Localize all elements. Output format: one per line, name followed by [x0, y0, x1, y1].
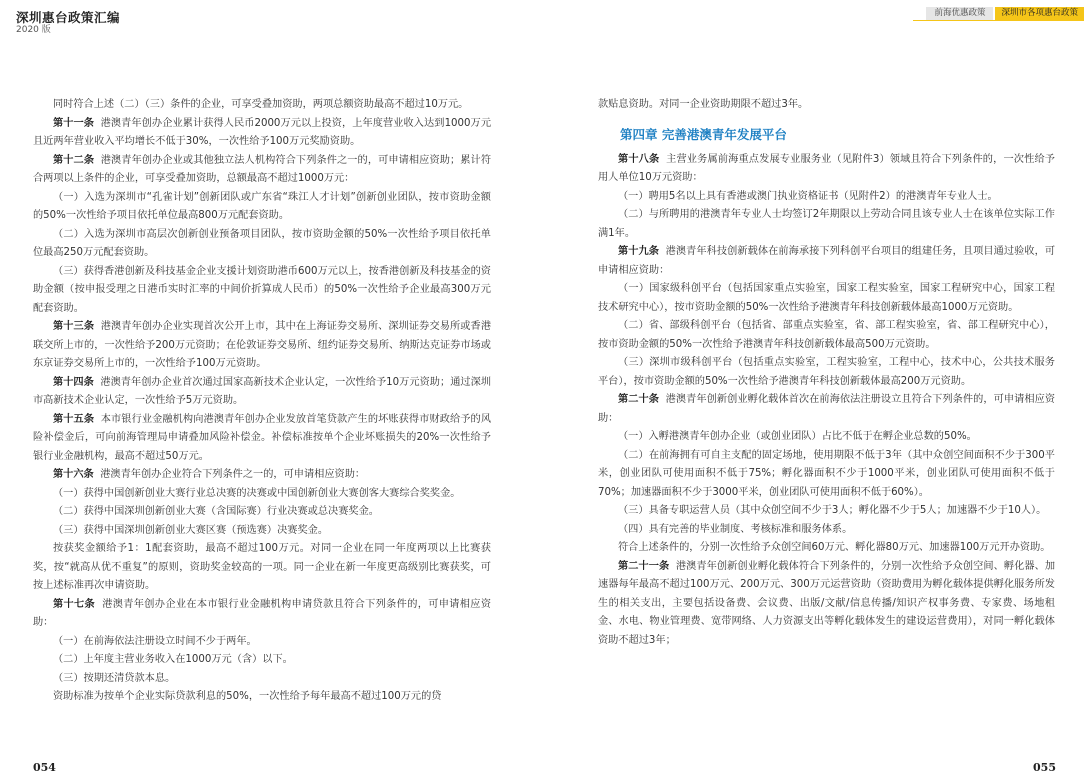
paragraph-text: （三）按期还清贷款本息。 — [53, 672, 176, 684]
body-paragraph — [33, 226, 491, 263]
paragraph-text: （二）省、部级科创平台（包括省、部重点实验室，省、部工程实验室，省、部工程研究中心），按市资助金额的50%一次性给予港澳青年科技创新载体最高500万元资助。 — [598, 320, 1055, 350]
article-paragraph — [33, 115, 491, 152]
article-number: 第十九条 — [618, 246, 659, 257]
body-paragraph — [598, 354, 1055, 391]
paragraph-text: （一）聘用5名以上具有香港或澳门执业资格证书（见附件2）的港澳青年专业人士。 — [618, 190, 998, 202]
article-number: 第十五条 — [53, 413, 95, 425]
paragraph-text: 按获奖金额给予1：1配套资助，最高不超过100万元。对同一企业在同一年度两项以上比赛获奖，按“就高从优不重复”的原则，资助奖金较高的一项。同一企业在新一年度更高级别比赛获奖，可按上述标准再次申请资助。 — [33, 543, 491, 591]
body-paragraph — [598, 539, 1055, 558]
body-paragraph — [33, 540, 491, 596]
paragraph-text: （三）获得香港创新及科技基金企业支援计划资助港币600万元以上，按香港创新及科技基金的资助金额（按申报受理之日港币实时汇率的中间价折算成人民币）的50%一次性给予企业最高300万元配套资助。 — [33, 265, 491, 314]
section-tab-qianhai[interactable]: 前海优惠政策 — [926, 7, 993, 20]
article-number: 第十二条 — [53, 154, 95, 166]
body-paragraph — [33, 688, 491, 707]
page-number-right: 055 — [1033, 761, 1056, 774]
paragraph-text: 款贴息资助。对同一企业资助期限不超过3年。 — [598, 99, 809, 110]
body-paragraph — [598, 521, 1055, 540]
page-number-left: 054 — [33, 761, 56, 774]
paragraph-text: 港澳青年科技创新载体在前海承接下列科创平台项目的组建任务，且项目通过验收，可申请相应资助： — [598, 246, 1056, 276]
book-edition: 2020 版 — [16, 25, 51, 35]
section-tab-shenzhen[interactable]: 深圳市各项惠台政策 — [995, 7, 1084, 20]
body-paragraph — [33, 670, 491, 689]
paragraph-text: （三）深圳市级科创平台（包括重点实验室，工程实验室，工程中心，技术中心，公共技术服务平台），按市资助金额的50%一次性给予港澳青年科技创新载体最高200万元资助。 — [598, 357, 1055, 387]
article-number: 第十七条 — [53, 598, 96, 610]
left-page-column — [33, 96, 491, 707]
body-paragraph — [598, 280, 1055, 317]
paragraph-text: （一）在前海依法注册设立时间不少于两年。 — [53, 635, 257, 647]
paragraph-text: 港澳青年创办企业符合下列条件之一的，可申请相应资助： — [100, 469, 366, 480]
body-paragraph — [33, 522, 491, 541]
paragraph-text: 港澳青年创新创业孵化载体首次在前海依法注册设立且符合下列条件的，可申请相应资助： — [598, 394, 1056, 424]
body-paragraph — [33, 189, 491, 226]
paragraph-text: （四）具有完善的毕业制度、考核标准和服务体系。 — [618, 523, 853, 535]
book-title: 深圳惠台政策汇编 — [16, 10, 121, 25]
paragraph-text: （一）国家级科创平台（包括国家重点实验室，国家工程实验室，国家工程研究中心，国家工程技术研究中心），按市资助金额的50%一次性给予港澳青年科技创新载体最高1000万元资助。 — [598, 283, 1055, 313]
body-paragraph — [33, 633, 491, 652]
paragraph-text: （二）与所聘用的港澳青年专业人士均签订2年期限以上劳动合同且该专业人士在该单位实际工作满1年。 — [598, 209, 1055, 239]
article-paragraph — [598, 243, 1055, 280]
chapter-heading: 第四章 完善港澳青年发展平台 — [620, 126, 787, 142]
paragraph-text: （一）入选为深圳市“孔雀计划”创新团队或广东省“珠江人才计划”创新创业团队，按市资助金额的50%一次性给予项目依托单位最高800万元配套资助。 — [33, 191, 491, 221]
body-paragraph — [598, 96, 1055, 115]
paragraph-text: （三）获得中国深圳创新创业大赛区赛（预选赛）决赛奖金。 — [53, 524, 329, 536]
header-section-tabs — [926, 7, 1084, 20]
paragraph-text: （二）入选为深圳市高层次创新创业预备项目团队，按市资助金额的50%一次性给予项目依托单位最高250万元配套资助。 — [33, 228, 491, 258]
paragraph-text: 港澳青年创办企业首次通过国家高新技术企业认定，一次性给予10万元资助；通过深圳市高新技术企业认定，一次性给予5万元资助。 — [33, 376, 492, 406]
article-paragraph — [33, 152, 491, 189]
article-paragraph — [33, 596, 491, 633]
paragraph-text: 港澳青年创办企业累计获得人民币2000万元以上投资，上年度营业收入达到1000万元且近两年营业收入平均增长不低于30%，一次性给予100万元奖励资助。 — [33, 117, 492, 147]
body-paragraph — [598, 428, 1055, 447]
article-paragraph — [598, 558, 1055, 651]
paragraph-text: 同时符合上述（二）（三）条件的企业，可享受叠加资助，两项总额资助最高不超过10万元。 — [53, 99, 469, 110]
paragraph-text: 资助标准为按单个企业实际贷款利息的50%，一次性给予每年最高不超过100万元的贷 — [53, 691, 442, 702]
article-paragraph — [33, 318, 491, 374]
body-paragraph — [598, 447, 1055, 503]
body-paragraph — [598, 317, 1055, 354]
paragraph-text: 港澳青年创新创业孵化载体符合下列条件的，分别一次性给予众创空间、孵化器、加速器每年最高不超过100万元、200万元、300万元运营资助（资助费用为孵化载体提供孵化服务所发生的相关支出，主要包括设备费、会议费、出版/文献/信息传播/知识产权事务费、专家费、场地租金、水电、物业管理费、宽带网络、人力资源支出等孵化载体发生的建设运营费用），对同一孵化载体资助不超过3年； — [598, 560, 1056, 646]
body-paragraph — [33, 503, 491, 522]
paragraph-text: （二）在前海拥有可自主支配的固定场地，使用期限不低于3年（其中众创空间面积不少于300平米，创业团队可使用面积不低于75%；孵化器面积不少于1000平米，创业团队可使用面积不低于70%；加速器面积不少于3000平米，创业团队可使用面积不低于60%）。 — [598, 449, 1055, 498]
right-page-column — [598, 96, 1055, 650]
article-paragraph — [33, 466, 491, 485]
article-paragraph — [598, 151, 1055, 188]
paragraph-text: （三）具备专职运营人员（其中众创空间不少于3人；孵化器不少于5人；加速器不少于10人）。 — [618, 505, 1047, 516]
header-accent-line — [913, 20, 1084, 21]
paragraph-text: 符合上述条件的，分别一次性给予众创空间60万元、孵化器80万元、加速器100万元开办资助。 — [618, 542, 1051, 553]
paragraph-text: 港澳青年创办企业或其他独立法人机构符合下列条件之一的，可申请相应资助；累计符合两项以上条件的企业，可享受叠加资助，总额最高不超过1000万元： — [33, 154, 492, 184]
body-paragraph — [598, 206, 1055, 243]
article-number: 第二十条 — [618, 394, 659, 405]
article-number: 第十四条 — [53, 376, 94, 388]
paragraph-text: 港澳青年创办企业实现首次公开上市，其中在上海证券交易所、深圳证券交易所或香港联交所上市的，一次性给予200万元资助；在伦敦证券交易所、纽约证券交易所、纳斯达克证券市场或东京证券交易所上市的，一次性给予100万元资助。 — [33, 321, 492, 369]
body-paragraph — [33, 96, 491, 115]
article-number: 第十一条 — [53, 117, 95, 129]
article-paragraph — [33, 374, 491, 411]
body-paragraph — [33, 263, 491, 319]
article-number: 第十三条 — [53, 321, 95, 332]
body-paragraph — [33, 485, 491, 504]
paragraph-text: （二）上年度主营业务收入在1000万元（含）以下。 — [53, 654, 293, 665]
body-paragraph — [598, 502, 1055, 521]
body-paragraph — [598, 188, 1055, 207]
paragraph-text: 主营业务属前海重点发展专业服务业（见附件3）领域且符合下列条件的，一次性给予用人单位10万元资助： — [598, 153, 1055, 183]
paragraph-text: （二）获得中国深圳创新创业大赛（含国际赛）行业决赛或总决赛奖金。 — [53, 506, 379, 517]
paragraph-text: （一）入孵港澳青年创办企业（或创业团队）占比不低于在孵企业总数的50%。 — [618, 431, 977, 442]
article-paragraph — [33, 411, 491, 467]
paragraph-text: 本市银行业金融机构向港澳青年创办企业发放首笔贷款产生的坏账获得市财政给予的风险补偿金后，可向前海管理局申请叠加风险补偿金。补偿标准按单个企业坏账损失的20%一次性给予银行业金融机构，最高不超过50万元。 — [33, 413, 492, 462]
article-number: 第十六条 — [53, 469, 94, 480]
article-number: 第二十一条 — [618, 560, 670, 572]
article-number: 第十八条 — [618, 153, 660, 165]
body-paragraph — [33, 651, 491, 670]
article-paragraph — [598, 391, 1055, 428]
paragraph-text: 港澳青年创办企业在本市银行业金融机构申请贷款且符合下列条件的，可申请相应资助： — [33, 598, 492, 628]
paragraph-text: （一）获得中国创新创业大赛行业总决赛的决赛或中国创新创业大赛创客大赛综合奖奖金。 — [53, 487, 461, 499]
